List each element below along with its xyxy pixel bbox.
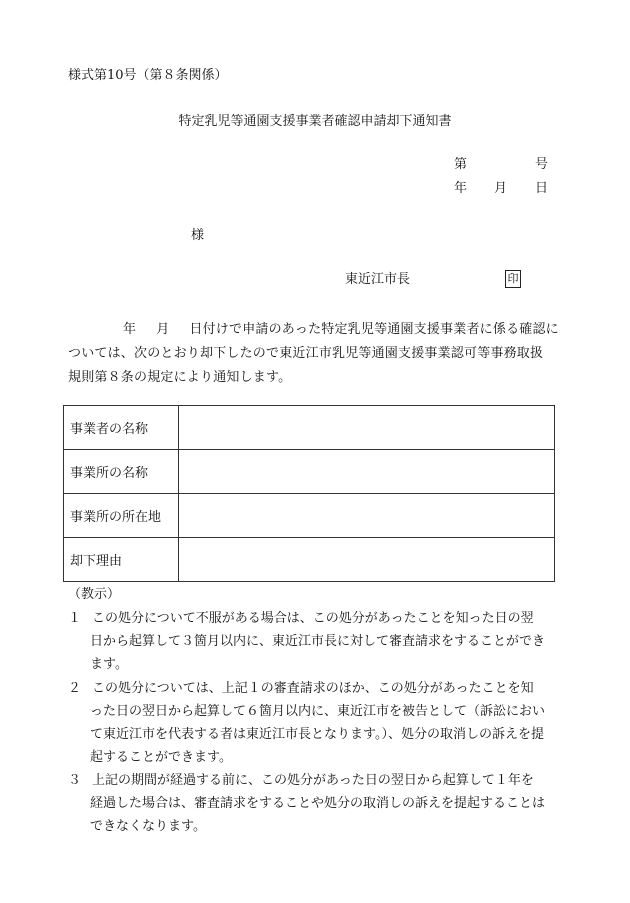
note-number: ３ bbox=[68, 773, 82, 788]
row-label: 事業所の所在地 bbox=[64, 494, 179, 538]
note-line: 経過した場合は、審査請求をすることや処分の取消しの訴えを提起することは bbox=[90, 796, 546, 811]
note-line: て東近江市を代表する者は東近江市長となります。）、処分の取消しの訴えを提 bbox=[90, 727, 544, 742]
notes-header: （教示） bbox=[68, 587, 121, 602]
sender-name: 東近江市長 bbox=[345, 272, 411, 287]
note-item bbox=[68, 769, 568, 838]
addressee-suffix: 様 bbox=[191, 228, 205, 243]
body-line1: 日付けで申請のあった特定乳児等通園支援事業者に係る確認に bbox=[189, 322, 559, 337]
row-label: 事業者の名称 bbox=[64, 406, 179, 450]
note-line: 起することができます。 bbox=[90, 750, 232, 765]
form-number: 様式第10号（第８条関係） bbox=[68, 68, 228, 83]
note-line: ます。 bbox=[90, 657, 128, 672]
note-line: できなくなります。 bbox=[90, 819, 206, 834]
note-item bbox=[68, 607, 568, 676]
note-line: この処分については、上記１の審査請求のほか、この処分があったことを知 bbox=[92, 681, 534, 696]
row-value bbox=[179, 538, 555, 582]
doc-number-prefix: 第 bbox=[454, 157, 468, 172]
document-title: 特定乳児等通園支援事業者確認申請却下通知書 bbox=[178, 114, 452, 129]
body-year: 年 bbox=[123, 322, 137, 337]
row-value bbox=[179, 406, 555, 450]
seal-mark: 印 bbox=[505, 270, 521, 288]
body-line2: ついては、次のとおり却下したので東近江市乳児等通園支援事業認可等事務取扱 bbox=[68, 346, 544, 361]
date-day: 日 bbox=[535, 181, 549, 196]
note-number: ２ bbox=[68, 681, 82, 696]
row-value bbox=[179, 494, 555, 538]
note-line: 日から起算して３箇月以内に、東近江市長に対して審査請求をすることができ bbox=[90, 634, 546, 649]
row-value bbox=[179, 450, 555, 494]
table-row bbox=[64, 450, 555, 494]
note-number: １ bbox=[68, 611, 82, 626]
info-table bbox=[63, 405, 555, 582]
row-label: 却下理由 bbox=[64, 538, 179, 582]
body-month: 月 bbox=[156, 322, 170, 337]
table-row bbox=[64, 494, 555, 538]
table-row bbox=[64, 406, 555, 450]
note-item bbox=[68, 677, 568, 769]
note-line: この処分について不服がある場合は、この処分があったことを知った日の翌 bbox=[92, 611, 534, 626]
row-label: 事業所の名称 bbox=[64, 450, 179, 494]
body-line3: 規則第８条の規定により通知します。 bbox=[68, 370, 292, 385]
doc-number-suffix: 号 bbox=[535, 157, 549, 172]
body-paragraph bbox=[68, 318, 568, 390]
date-year: 年 bbox=[454, 181, 468, 196]
date-month: 月 bbox=[494, 181, 508, 196]
table-row bbox=[64, 538, 555, 582]
note-line: った日の翌日から起算して６箇月以内に、東近江市を被告として（訴訟におい bbox=[90, 704, 546, 719]
note-line: 上記の期間が経過する前に、この処分があった日の翌日から起算して１年を bbox=[92, 773, 534, 788]
